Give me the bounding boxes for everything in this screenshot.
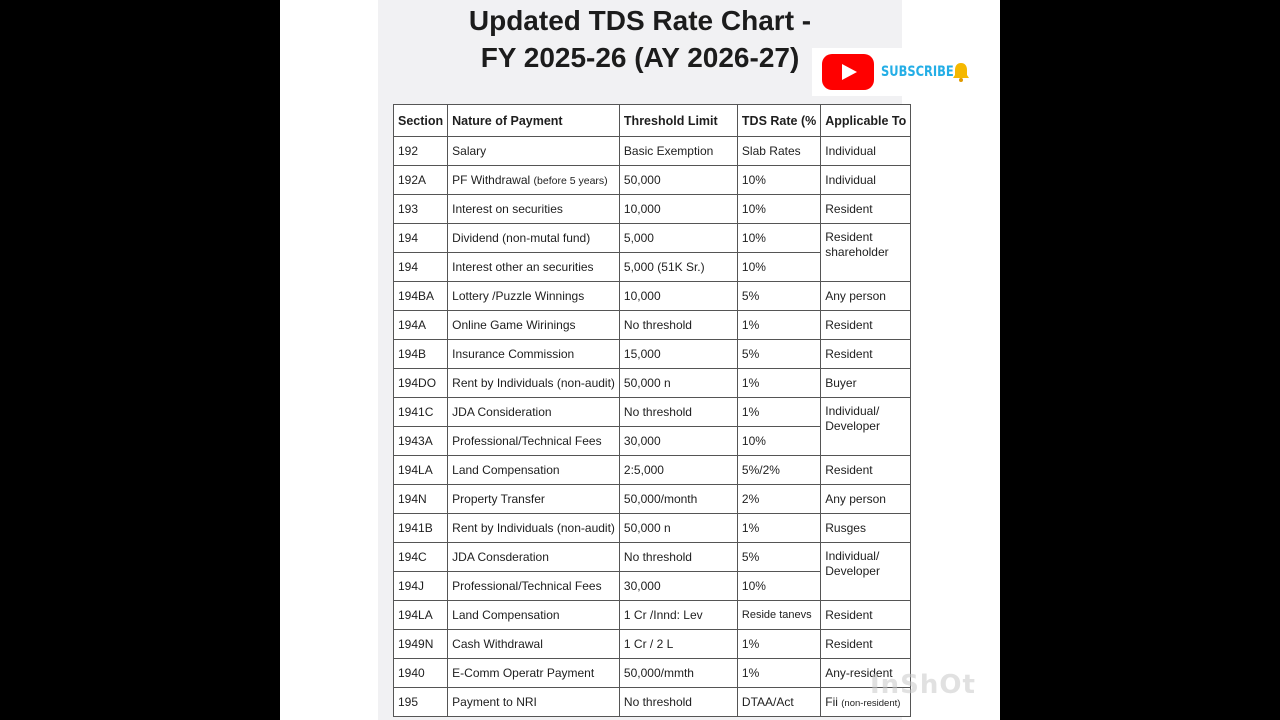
cell-nature: Rent by Individuals (non-audit) (448, 369, 620, 398)
subscribe-label: SUBSCRIBE (881, 64, 954, 80)
cell-rate: 5% (737, 340, 820, 369)
cell-applicable: Resident (821, 340, 911, 369)
table-row (394, 659, 911, 688)
cell-nature: Professional/Technical Fees (448, 427, 620, 456)
header-threshold: Threshold Limit (619, 105, 737, 137)
cell-rate: 10% (737, 253, 820, 282)
cell-applicable: Resident (821, 456, 911, 485)
cell-threshold: 30,000 (619, 572, 737, 601)
cell-nature: Lottery /Puzzle Winnings (448, 282, 620, 311)
table-row (394, 340, 911, 369)
cell-threshold: 2:5,000 (619, 456, 737, 485)
cell-section: 1941C (394, 398, 448, 427)
cell-applicable: Any person (821, 485, 911, 514)
cell-section: 1943A (394, 427, 448, 456)
table-row (394, 688, 911, 717)
cell-applicable: Rusges (821, 514, 911, 543)
header-section: Section (394, 105, 448, 137)
table-row (394, 166, 911, 195)
cell-rate: 10% (737, 427, 820, 456)
table-row (394, 456, 911, 485)
cell-nature: Salary (448, 137, 620, 166)
cell-nature: JDA Consideration (448, 398, 620, 427)
cell-nature: Cash Withdrawal (448, 630, 620, 659)
table-row (394, 485, 911, 514)
cell-nature: E-Comm Operatr Payment (448, 659, 620, 688)
cell-rate: 1% (737, 311, 820, 340)
cell-rate: 2% (737, 485, 820, 514)
cell-nature: Land Compensation (448, 456, 620, 485)
cell-section: 194A (394, 311, 448, 340)
cell-threshold: 50,000 n (619, 369, 737, 398)
cell-section: 195 (394, 688, 448, 717)
cell-nature: PF Withdrawal (before 5 years) (448, 166, 620, 195)
cell-nature: Rent by Individuals (non-audit) (448, 514, 620, 543)
cell-applicable: Individual/ Developer (821, 398, 911, 456)
cell-threshold: 30,000 (619, 427, 737, 456)
cell-section: 193 (394, 195, 448, 224)
cell-applicable: Resident (821, 630, 911, 659)
youtube-play-icon (822, 54, 874, 90)
cell-rate: 1% (737, 369, 820, 398)
cell-applicable: Resident (821, 195, 911, 224)
cell-rate: 5% (737, 543, 820, 572)
cell-applicable: Resident (821, 601, 911, 630)
cell-threshold: No threshold (619, 398, 737, 427)
cell-threshold: No threshold (619, 543, 737, 572)
cell-threshold: 15,000 (619, 340, 737, 369)
cell-rate: 10% (737, 166, 820, 195)
cell-threshold: Basic Exemption (619, 137, 737, 166)
cell-section: 1941B (394, 514, 448, 543)
cell-applicable: Individual (821, 137, 911, 166)
cell-threshold: 1 Cr /Innd: Lev (619, 601, 737, 630)
cell-section: 194J (394, 572, 448, 601)
cell-section: 1949N (394, 630, 448, 659)
cell-threshold: No threshold (619, 688, 737, 717)
table-row (394, 311, 911, 340)
cell-nature: Insurance Commission (448, 340, 620, 369)
cell-section: 194LA (394, 601, 448, 630)
cell-threshold: 10,000 (619, 282, 737, 311)
table-header-row (394, 105, 911, 137)
cell-nature: Professional/Technical Fees (448, 572, 620, 601)
cell-applicable: Any person (821, 282, 911, 311)
table-row (394, 282, 911, 311)
cell-section: 1940 (394, 659, 448, 688)
table-row (394, 369, 911, 398)
cell-section: 194BA (394, 282, 448, 311)
cell-rate: 10% (737, 195, 820, 224)
cell-rate: 1% (737, 659, 820, 688)
cell-applicable: Fii (non-resident) (821, 688, 911, 717)
cell-nature: JDA Consderation (448, 543, 620, 572)
title-line-2: FY 2025-26 (AY 2026-27) (480, 42, 800, 73)
subscribe-badge[interactable] (812, 48, 980, 96)
cell-nature: Land Compensation (448, 601, 620, 630)
cell-rate: 1% (737, 398, 820, 427)
table-row (394, 514, 911, 543)
cell-section: 194 (394, 224, 448, 253)
inshot-watermark: InShOt (870, 670, 976, 700)
cell-nature: Property Transfer (448, 485, 620, 514)
cell-threshold: 5,000 (619, 224, 737, 253)
cell-applicable: Buyer (821, 369, 911, 398)
table-row (394, 630, 911, 659)
cell-section: 192 (394, 137, 448, 166)
table-row (394, 601, 911, 630)
cell-rate: 1% (737, 514, 820, 543)
cell-rate: 10% (737, 224, 820, 253)
cell-section: 194 (394, 253, 448, 282)
cell-section: 194LA (394, 456, 448, 485)
cell-threshold: No threshold (619, 311, 737, 340)
cell-nature: Payment to NRI (448, 688, 620, 717)
table-row (394, 137, 911, 166)
cell-rate: 1% (737, 630, 820, 659)
cell-applicable: Individual/ Developer (821, 543, 911, 601)
cell-section: 194C (394, 543, 448, 572)
cell-threshold: 5,000 (51K Sr.) (619, 253, 737, 282)
cell-section: 194N (394, 485, 448, 514)
cell-threshold: 1 Cr / 2 L (619, 630, 737, 659)
cell-rate: 5%/2% (737, 456, 820, 485)
cell-section: 192A (394, 166, 448, 195)
cell-threshold: 10,000 (619, 195, 737, 224)
cell-rate: 5% (737, 282, 820, 311)
cell-nature: Interest other an securities (448, 253, 620, 282)
cell-applicable: Any-resident (821, 659, 911, 688)
cell-threshold: 50,000 n (619, 514, 737, 543)
cell-nature: Interest on securities (448, 195, 620, 224)
cell-rate: Slab Rates (737, 137, 820, 166)
cell-threshold: 50,000/month (619, 485, 737, 514)
table-row (394, 543, 911, 572)
table-row (394, 398, 911, 427)
table-row (394, 224, 911, 253)
cell-applicable: Resident (821, 311, 911, 340)
cell-section: 194B (394, 340, 448, 369)
cell-rate: Reside tanevs (737, 601, 820, 630)
cell-applicable: Resident shareholder (821, 224, 911, 282)
cell-threshold: 50,000 (619, 166, 737, 195)
header-rate: TDS Rate (% (737, 105, 820, 137)
cell-applicable: Individual (821, 166, 911, 195)
tds-rate-table (393, 104, 911, 717)
header-applicable: Applicable To (821, 105, 911, 137)
cell-rate: DTAA/Act (737, 688, 820, 717)
cell-rate: 10% (737, 572, 820, 601)
cell-section: 194DO (394, 369, 448, 398)
cell-nature: Dividend (non-mutal fund) (448, 224, 620, 253)
header-nature: Nature of Payment (448, 105, 620, 137)
bell-icon (952, 62, 970, 82)
cell-nature: Online Game Wirinings (448, 311, 620, 340)
table-row (394, 195, 911, 224)
title-line-1: Updated TDS Rate Chart - (468, 5, 812, 36)
cell-threshold: 50,000/mmth (619, 659, 737, 688)
